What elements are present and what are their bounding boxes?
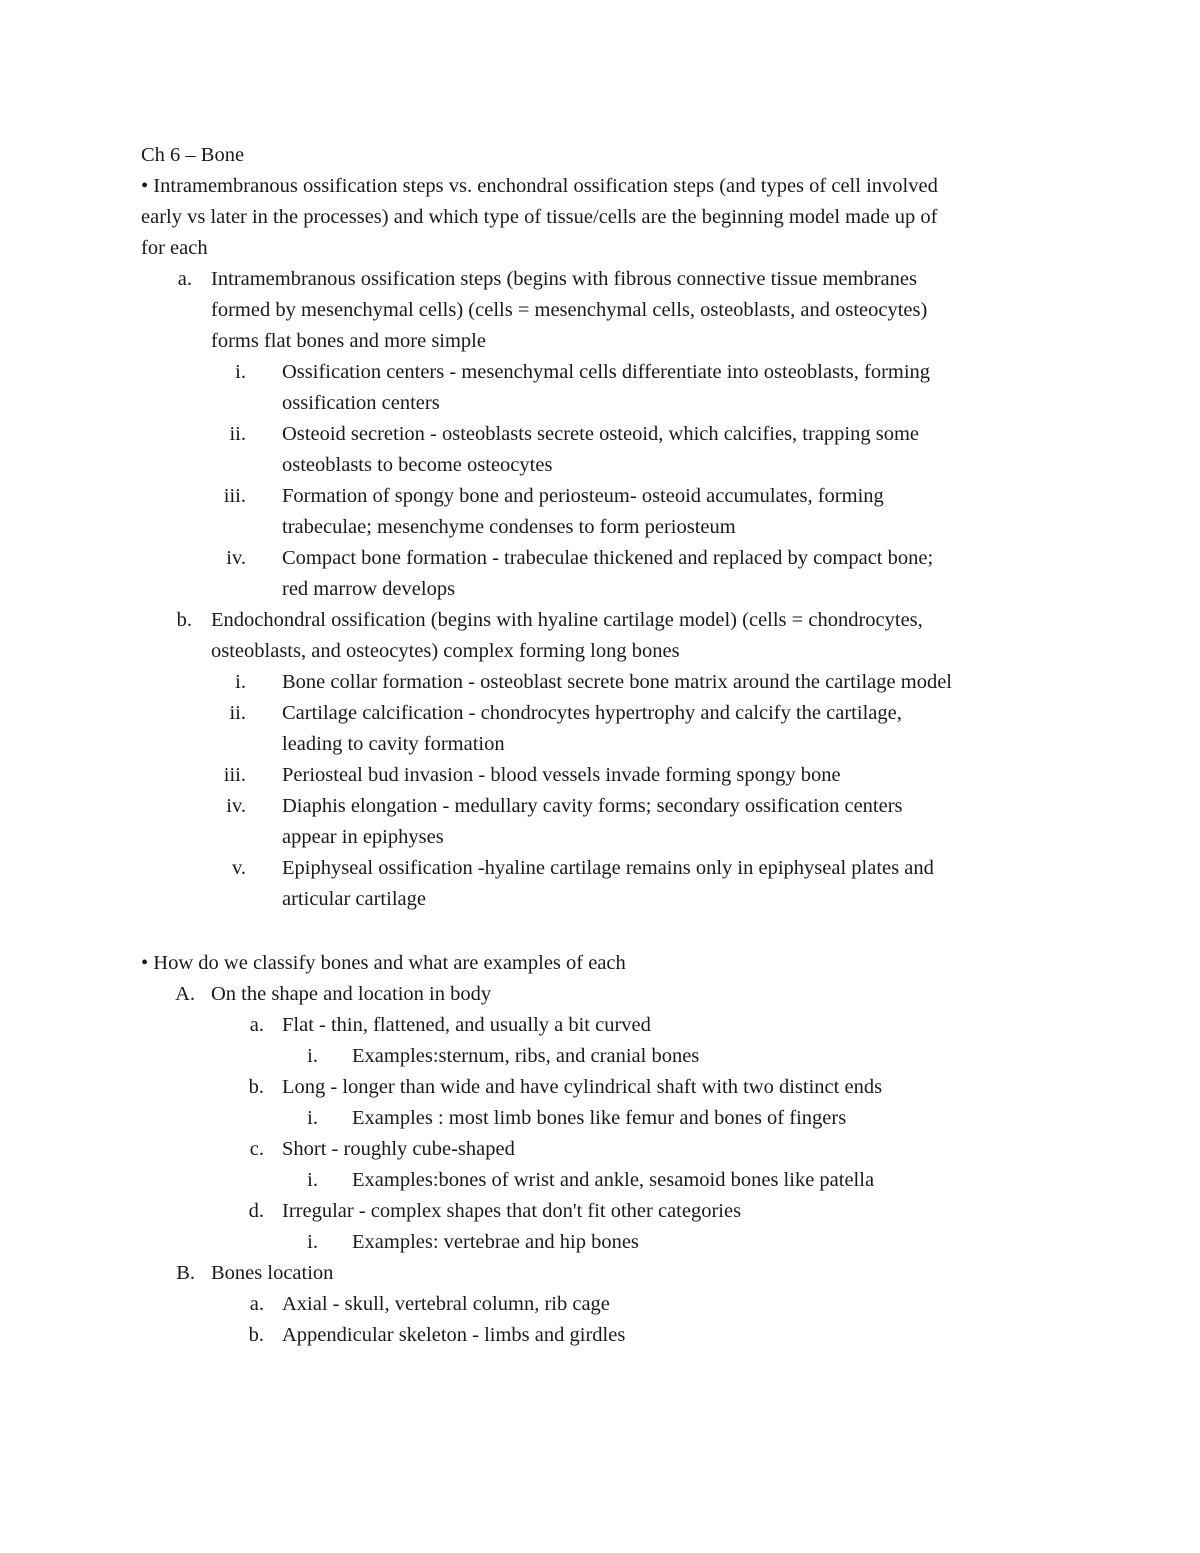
step-marker: i. <box>235 671 246 693</box>
step-text: ossification centers <box>282 392 440 414</box>
step-text: red marrow develops <box>282 578 456 600</box>
question-1-line-1: • Intramembranous ossification steps vs. enchondral ossification steps (and types of cell involved <box>141 175 938 197</box>
list-marker: b. <box>248 1076 264 1098</box>
bone-example: Examples: vertebrae and hip bones <box>352 1231 639 1253</box>
step-marker: iii. <box>223 764 246 786</box>
bone-type-irregular: Irregular - complex shapes that don't fit other categories <box>282 1200 742 1222</box>
doc-title: Ch 6 – Bone <box>141 144 245 166</box>
step-marker: ii. <box>229 702 246 724</box>
endochondral-line-2: osteoblasts, and osteocytes) complex forming long bones <box>211 640 680 662</box>
list-marker-A: A. <box>175 983 195 1005</box>
step-text: appear in epiphyses <box>282 826 444 848</box>
bone-example: Examples:sternum, ribs, and cranial bones <box>352 1045 700 1067</box>
endochondral-line-1: Endochondral ossification (begins with hyaline cartilage model) (cells = chondrocytes, <box>211 609 923 631</box>
list-marker-B: B. <box>176 1262 195 1284</box>
classify-shape-heading: On the shape and location in body <box>211 983 492 1005</box>
list-marker: b. <box>248 1324 264 1346</box>
step-text: osteoblasts to become osteocytes <box>282 454 553 476</box>
step-marker: iv. <box>226 547 246 569</box>
bone-type-short: Short - roughly cube-shaped <box>282 1138 515 1160</box>
list-marker: d. <box>248 1200 264 1222</box>
question-1-line-3: for each <box>141 237 208 259</box>
bone-type-long: Long - longer than wide and have cylindrical shaft with two distinct ends <box>282 1076 883 1098</box>
bone-type-flat: Flat - thin, flattened, and usually a bit curved <box>282 1014 651 1036</box>
step-text: Periosteal bud invasion - blood vessels invade forming spongy bone <box>282 764 841 786</box>
step-text: articular cartilage <box>282 888 426 910</box>
location-axial: Axial - skull, vertebral column, rib cage <box>282 1293 610 1315</box>
step-text: Diaphis elongation - medullary cavity forms; secondary ossification centers <box>282 795 903 817</box>
list-marker: a. <box>249 1293 264 1315</box>
intramembranous-line-2: formed by mesenchymal cells) (cells = mesenchymal cells, osteoblasts, and osteocytes) <box>211 299 928 321</box>
step-marker: iv. <box>226 795 246 817</box>
intramembranous-line-3: forms flat bones and more simple <box>211 330 486 352</box>
step-text: Formation of spongy bone and periosteum- osteoid accumulates, forming <box>282 485 884 507</box>
step-text: leading to cavity formation <box>282 733 505 755</box>
question-2-line-1: • How do we classify bones and what are examples of each <box>141 952 626 974</box>
step-marker: iii. <box>223 485 246 507</box>
bone-example: Examples : most limb bones like femur and bones of fingers <box>352 1107 847 1129</box>
list-marker: i. <box>307 1231 318 1253</box>
step-text: Epiphyseal ossification -hyaline cartilage remains only in epiphyseal plates and <box>282 857 934 879</box>
list-marker-a: a. <box>177 268 192 290</box>
intramembranous-line-1: Intramembranous ossification steps (begins with fibrous connective tissue membranes <box>211 268 917 290</box>
step-marker: ii. <box>229 423 246 445</box>
bones-location-heading: Bones location <box>211 1262 334 1284</box>
question-1-line-2: early vs later in the processes) and which type of tissue/cells are the beginning model made up of <box>141 206 938 228</box>
bone-example: Examples:bones of wrist and ankle, sesamoid bones like patella <box>352 1169 875 1191</box>
step-text: Compact bone formation - trabeculae thickened and replaced by compact bone; <box>282 547 934 569</box>
list-marker: c. <box>249 1138 264 1160</box>
list-marker-b: b. <box>176 609 192 631</box>
list-marker: a. <box>249 1014 264 1036</box>
step-marker: i. <box>235 361 246 383</box>
list-marker: i. <box>307 1107 318 1129</box>
location-appendicular: Appendicular skeleton - limbs and girdles <box>282 1324 626 1346</box>
step-text: Ossification centers - mesenchymal cells differentiate into osteoblasts, forming <box>282 361 931 383</box>
step-marker: v. <box>231 857 246 879</box>
step-text: Bone collar formation - osteoblast secrete bone matrix around the cartilage model <box>282 671 952 693</box>
step-text: Osteoid secretion - osteoblasts secrete osteoid, which calcifies, trapping some <box>282 423 920 445</box>
list-marker: i. <box>307 1169 318 1191</box>
step-text: trabeculae; mesenchyme condenses to form periosteum <box>282 516 736 538</box>
list-marker: i. <box>307 1045 318 1067</box>
step-text: Cartilage calcification - chondrocytes hypertrophy and calcify the cartilage, <box>282 702 902 724</box>
